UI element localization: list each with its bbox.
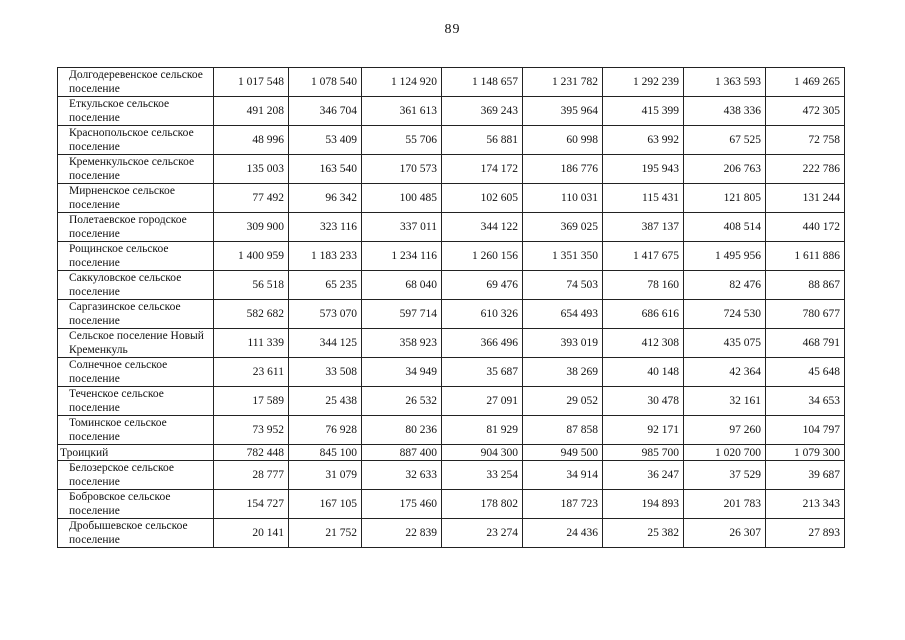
value-cell: 1 611 886: [766, 242, 845, 271]
row-name-cell: Томинское сельское поселение: [58, 416, 214, 445]
value-cell: 344 125: [289, 329, 362, 358]
value-cell: 121 805: [684, 184, 766, 213]
value-cell: 782 448: [214, 445, 289, 461]
value-cell: 610 326: [442, 300, 523, 329]
row-name-cell: Троицкий: [58, 445, 214, 461]
value-cell: 135 003: [214, 155, 289, 184]
value-cell: 40 148: [603, 358, 684, 387]
value-cell: 780 677: [766, 300, 845, 329]
value-cell: 654 493: [523, 300, 603, 329]
value-cell: 201 783: [684, 490, 766, 519]
value-cell: 73 952: [214, 416, 289, 445]
value-cell: 1 469 265: [766, 68, 845, 97]
value-cell: 369 025: [523, 213, 603, 242]
row-name-cell: Теченское сельское поселение: [58, 387, 214, 416]
value-cell: 56 881: [442, 126, 523, 155]
value-cell: 1 231 782: [523, 68, 603, 97]
value-cell: 88 867: [766, 271, 845, 300]
value-cell: 154 727: [214, 490, 289, 519]
value-cell: 435 075: [684, 329, 766, 358]
row-name-cell: Еткульское сельское поселение: [58, 97, 214, 126]
value-cell: 110 031: [523, 184, 603, 213]
value-cell: 45 648: [766, 358, 845, 387]
value-cell: 68 040: [362, 271, 442, 300]
row-name-cell: Рощинское сельское поселение: [58, 242, 214, 271]
value-cell: 82 476: [684, 271, 766, 300]
value-cell: 440 172: [766, 213, 845, 242]
value-cell: 163 540: [289, 155, 362, 184]
value-cell: 34 914: [523, 461, 603, 490]
value-cell: 26 532: [362, 387, 442, 416]
value-cell: 887 400: [362, 445, 442, 461]
value-cell: 369 243: [442, 97, 523, 126]
value-cell: 1 017 548: [214, 68, 289, 97]
value-cell: 27 893: [766, 519, 845, 548]
value-cell: 55 706: [362, 126, 442, 155]
row-name-cell: Кременкульское сельское поселение: [58, 155, 214, 184]
value-cell: 491 208: [214, 97, 289, 126]
value-cell: 42 364: [684, 358, 766, 387]
value-cell: 67 525: [684, 126, 766, 155]
value-cell: 1 148 657: [442, 68, 523, 97]
value-cell: 63 992: [603, 126, 684, 155]
value-cell: 186 776: [523, 155, 603, 184]
page-number: 89: [444, 22, 461, 37]
value-cell: 27 091: [442, 387, 523, 416]
value-cell: 686 616: [603, 300, 684, 329]
budget-table: [57, 67, 845, 548]
value-cell: 115 431: [603, 184, 684, 213]
value-cell: 26 307: [684, 519, 766, 548]
table-row: [58, 300, 845, 329]
row-name-cell: Белозерское сельское поселение: [58, 461, 214, 490]
value-cell: 29 052: [523, 387, 603, 416]
value-cell: 80 236: [362, 416, 442, 445]
value-cell: 195 943: [603, 155, 684, 184]
value-cell: 167 105: [289, 490, 362, 519]
row-name-cell: Мирненское сельское поселение: [58, 184, 214, 213]
value-cell: 904 300: [442, 445, 523, 461]
row-name-cell: Саргазинское сельское поселение: [58, 300, 214, 329]
value-cell: 1 363 593: [684, 68, 766, 97]
table-row: [58, 416, 845, 445]
table-row: [58, 242, 845, 271]
value-cell: 23 274: [442, 519, 523, 548]
value-cell: 37 529: [684, 461, 766, 490]
value-cell: 468 791: [766, 329, 845, 358]
value-cell: 23 611: [214, 358, 289, 387]
value-cell: 39 687: [766, 461, 845, 490]
value-cell: 1 234 116: [362, 242, 442, 271]
table-row: [58, 126, 845, 155]
row-name-cell: Саккуловское сельское поселение: [58, 271, 214, 300]
value-cell: 69 476: [442, 271, 523, 300]
value-cell: 1 292 239: [603, 68, 684, 97]
table-row: [58, 213, 845, 242]
table-body: [58, 68, 845, 548]
value-cell: 81 929: [442, 416, 523, 445]
table-row: [58, 461, 845, 490]
value-cell: 194 893: [603, 490, 684, 519]
value-cell: 22 839: [362, 519, 442, 548]
row-name-cell: Сельское поселение Новый Кременкуль: [58, 329, 214, 358]
value-cell: 102 605: [442, 184, 523, 213]
value-cell: 170 573: [362, 155, 442, 184]
value-cell: 344 122: [442, 213, 523, 242]
value-cell: 17 589: [214, 387, 289, 416]
value-cell: 104 797: [766, 416, 845, 445]
value-cell: 100 485: [362, 184, 442, 213]
value-cell: 53 409: [289, 126, 362, 155]
value-cell: 20 141: [214, 519, 289, 548]
table-row: [58, 155, 845, 184]
value-cell: 60 998: [523, 126, 603, 155]
district-row: [58, 445, 845, 461]
value-cell: 96 342: [289, 184, 362, 213]
value-cell: 582 682: [214, 300, 289, 329]
value-cell: 1 079 300: [766, 445, 845, 461]
value-cell: 32 161: [684, 387, 766, 416]
value-cell: 25 438: [289, 387, 362, 416]
table-row: [58, 271, 845, 300]
value-cell: 1 400 959: [214, 242, 289, 271]
value-cell: 597 714: [362, 300, 442, 329]
value-cell: 21 752: [289, 519, 362, 548]
value-cell: 361 613: [362, 97, 442, 126]
value-cell: 387 137: [603, 213, 684, 242]
value-cell: 412 308: [603, 329, 684, 358]
value-cell: 72 758: [766, 126, 845, 155]
row-name-cell: Краснопольское сельское поселение: [58, 126, 214, 155]
value-cell: 30 478: [603, 387, 684, 416]
value-cell: 408 514: [684, 213, 766, 242]
value-cell: 985 700: [603, 445, 684, 461]
row-name-cell: Бобровское сельское поселение: [58, 490, 214, 519]
value-cell: 36 247: [603, 461, 684, 490]
value-cell: 415 399: [603, 97, 684, 126]
value-cell: 33 254: [442, 461, 523, 490]
value-cell: 309 900: [214, 213, 289, 242]
value-cell: 1 351 350: [523, 242, 603, 271]
value-cell: 323 116: [289, 213, 362, 242]
table-row: [58, 68, 845, 97]
value-cell: 25 382: [603, 519, 684, 548]
value-cell: 111 339: [214, 329, 289, 358]
value-cell: 178 802: [442, 490, 523, 519]
table-row: [58, 184, 845, 213]
value-cell: 48 996: [214, 126, 289, 155]
value-cell: 346 704: [289, 97, 362, 126]
value-cell: 337 011: [362, 213, 442, 242]
value-cell: 131 244: [766, 184, 845, 213]
value-cell: 32 633: [362, 461, 442, 490]
table-row: [58, 387, 845, 416]
value-cell: 1 124 920: [362, 68, 442, 97]
table-row: [58, 358, 845, 387]
value-cell: 28 777: [214, 461, 289, 490]
value-cell: 77 492: [214, 184, 289, 213]
row-name-cell: Долгодеревенское сельское поселение: [58, 68, 214, 97]
row-name-cell: Полетаевское городское поселение: [58, 213, 214, 242]
value-cell: 472 305: [766, 97, 845, 126]
value-cell: 1 078 540: [289, 68, 362, 97]
value-cell: 24 436: [523, 519, 603, 548]
value-cell: 438 336: [684, 97, 766, 126]
value-cell: 97 260: [684, 416, 766, 445]
value-cell: 222 786: [766, 155, 845, 184]
value-cell: 34 653: [766, 387, 845, 416]
value-cell: 573 070: [289, 300, 362, 329]
value-cell: 76 928: [289, 416, 362, 445]
value-cell: 34 949: [362, 358, 442, 387]
value-cell: 56 518: [214, 271, 289, 300]
value-cell: 1 020 700: [684, 445, 766, 461]
value-cell: 92 171: [603, 416, 684, 445]
value-cell: 175 460: [362, 490, 442, 519]
value-cell: 949 500: [523, 445, 603, 461]
value-cell: 38 269: [523, 358, 603, 387]
value-cell: 1 495 956: [684, 242, 766, 271]
value-cell: 35 687: [442, 358, 523, 387]
value-cell: 845 100: [289, 445, 362, 461]
value-cell: 393 019: [523, 329, 603, 358]
value-cell: 33 508: [289, 358, 362, 387]
value-cell: 65 235: [289, 271, 362, 300]
value-cell: 174 172: [442, 155, 523, 184]
value-cell: 213 343: [766, 490, 845, 519]
value-cell: 1 260 156: [442, 242, 523, 271]
value-cell: 724 530: [684, 300, 766, 329]
value-cell: 1 417 675: [603, 242, 684, 271]
value-cell: 358 923: [362, 329, 442, 358]
row-name-cell: Дробышевское сельское поселение: [58, 519, 214, 548]
row-name-cell: Солнечное сельское поселение: [58, 358, 214, 387]
table-row: [58, 329, 845, 358]
value-cell: 87 858: [523, 416, 603, 445]
value-cell: 206 763: [684, 155, 766, 184]
value-cell: 366 496: [442, 329, 523, 358]
value-cell: 78 160: [603, 271, 684, 300]
value-cell: 187 723: [523, 490, 603, 519]
value-cell: 1 183 233: [289, 242, 362, 271]
table-row: [58, 490, 845, 519]
table-row: [58, 519, 845, 548]
value-cell: 74 503: [523, 271, 603, 300]
table-row: [58, 97, 845, 126]
value-cell: 395 964: [523, 97, 603, 126]
value-cell: 31 079: [289, 461, 362, 490]
